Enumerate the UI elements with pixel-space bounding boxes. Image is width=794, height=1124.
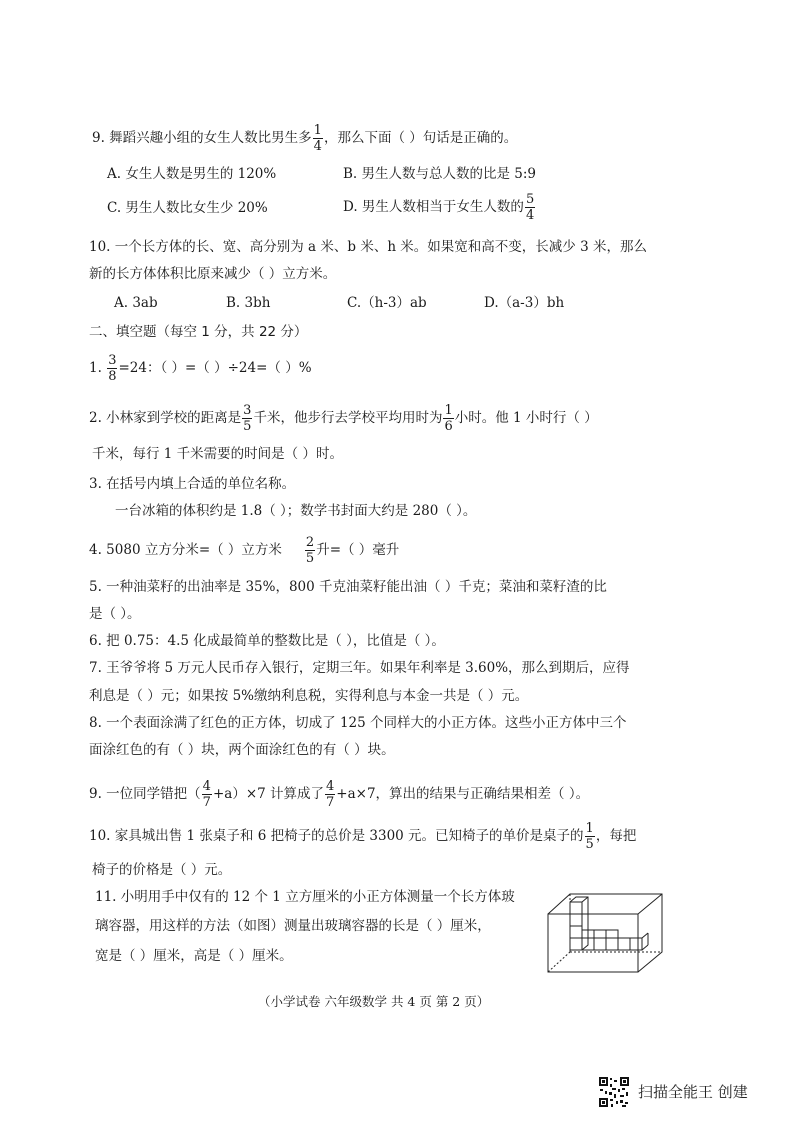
frac-den: 7	[326, 795, 335, 810]
fill-9-fraction-1	[202, 780, 212, 809]
fill-10-text-a: 10. 家具城出售 1 张桌子和 6 把椅子的总价是 3300 元。已知椅子的单价是桌子的	[89, 828, 584, 844]
section-2-heading: 二、填空题（每空 1 分，共 22 分）	[89, 324, 308, 340]
fill-2-line2: 千米，每行 1 千米需要的时间是（ ）时。	[92, 446, 343, 462]
frac-den: 5	[585, 837, 594, 852]
fill-8-line2: 面涂红色的有（ ）块，两个面涂红色的有（ ）块。	[89, 742, 395, 758]
fill-5-line1: 5. 一种油菜籽的出油率是 35%，800 千克油菜籽能出油（ ）千克；菜油和菜籽渣的比	[89, 579, 607, 595]
fill-7-line1: 7. 王爷爷将 5 万元人民币存入银行，定期三年。如果年利率是 3.60%，那么到期后，应得	[89, 660, 630, 676]
fill-4	[89, 536, 399, 565]
frac-num: 4	[202, 779, 211, 794]
qr-code-icon	[598, 1076, 630, 1108]
fill-1-fraction	[107, 354, 117, 383]
frac-den: 5	[305, 551, 315, 566]
q9-option-d-fraction	[525, 193, 535, 222]
fill-3-line1: 3. 在括号内填上合适的单位名称。	[89, 476, 296, 492]
fill-2-line1	[89, 404, 598, 433]
page-footer: （小学试卷 六年级数学 共 4 页 第 2 页）	[258, 994, 490, 1009]
frac-den: 5	[243, 419, 252, 434]
frac-num: 2	[305, 535, 315, 550]
fill-10-text-b: ，每把	[595, 828, 637, 844]
q9-fraction	[313, 124, 323, 153]
frac-num: 4	[326, 779, 335, 794]
cube-measurement-figure	[540, 888, 670, 974]
q10-option-a: A. 3ab	[114, 295, 158, 311]
fill-2-text-c: 小时。他 1 小时行（ ）	[454, 410, 598, 426]
q9-stem-text-2: ，那么下面（ ）句话是正确的。	[323, 130, 518, 146]
frac-den: 6	[444, 419, 453, 434]
frac-den: 7	[202, 795, 211, 810]
fill-1-num: 1.	[89, 360, 102, 376]
fill-2-text-b: 千米，他步行去学校平均用时为	[253, 410, 443, 426]
frac-den: 8	[108, 369, 117, 384]
fill-2-text-a: 2. 小林家到学校的距离是	[89, 410, 242, 426]
fill-9	[89, 780, 589, 809]
fill-7-line2: 利息是（ ）元；如果按 5%缴纳利息税，实得利息与本金一共是（ ）元。	[89, 688, 529, 704]
frac-num: 5	[525, 192, 535, 207]
frac-num: 1	[444, 403, 453, 418]
fill-3-line2: 一台冰箱的体积约是 1.8（ ）；数学书封面大约是 280（ ）。	[115, 503, 477, 519]
box-top-side	[548, 894, 662, 972]
fill-9-text-a: 9. 一位同学错把（	[89, 786, 201, 802]
q10-option-d: D.（a-3）bh	[484, 295, 565, 311]
fill-9-text-c: +a×7，算出的结果与正确结果相差（ ）。	[336, 786, 590, 802]
fill-5-line2: 是（ ）。	[89, 606, 141, 622]
fill-1-text: =24：（ ）=（ ）÷24=（ ）%	[118, 360, 312, 376]
fill-11-line3: 宽是（ ）厘米，高是（ ）厘米。	[95, 948, 293, 964]
fill-9-fraction-2	[325, 780, 335, 809]
fill-10-line1	[89, 822, 636, 851]
fill-9-text-b: +a）×7 计算成了	[212, 786, 325, 802]
frac-num: 3	[108, 353, 117, 368]
box-front	[548, 914, 638, 972]
q10-option-b: B. 3bh	[226, 295, 271, 311]
q10-line1: 10. 一个长方体的长、宽、高分别为 a 米、b 米、h 米。如果宽和高不变，长减少 3 米，那么	[89, 239, 647, 255]
fill-11-line2: 璃容器，用这样的方法（如图）测量出玻璃容器的长是（ ）厘米，	[95, 918, 491, 934]
fill-4-fraction	[305, 536, 315, 565]
frac-num: 3	[243, 403, 252, 418]
q9-option-c: C. 男生人数比女生少 20%	[107, 200, 268, 216]
q9-stem-text: 9. 舞蹈兴趣小组的女生人数比男生多	[92, 130, 312, 146]
q9-option-a: A. 女生人数是男生的 120%	[107, 166, 277, 182]
fill-11-line1: 11. 小明用手中仅有的 12 个 1 立方厘米的小正方体测量一个长方体玻	[95, 889, 515, 905]
fill-10-line2: 椅子的价格是（ ）元。	[92, 862, 232, 878]
fill-4-text-b: 升=（ ）毫升	[316, 542, 400, 558]
q10-option-c: C.（h-3）ab	[347, 295, 427, 311]
fill-1	[89, 354, 312, 383]
fill-6: 6. 把 0.75：4.5 化成最简单的整数比是（ ），比值是（ ）。	[89, 633, 445, 649]
q10-line2: 新的长方体体积比原来减少（ ）立方米。	[89, 266, 337, 282]
fill-10-fraction	[585, 822, 595, 851]
frac-den: 4	[525, 208, 535, 223]
fill-2-fraction-1	[242, 404, 252, 433]
fill-2-fraction-2	[443, 404, 453, 433]
frac-num: 1	[313, 123, 322, 138]
q9-option-d	[343, 193, 536, 222]
q9-option-b: B. 男生人数与总人数的比是 5:9	[343, 166, 537, 182]
q9-option-d-text: D. 男生人数相当于女生人数的	[343, 199, 524, 215]
frac-num: 1	[585, 821, 594, 836]
frac-den: 4	[313, 139, 322, 154]
scanner-watermark: 扫描全能王 创建	[638, 1083, 748, 1101]
fill-4-text-a: 4. 5080 立方分米=（ ）立方米	[89, 542, 282, 558]
q9-stem	[92, 124, 517, 153]
fill-8-line1: 8. 一个表面涂满了红色的正方体，切成了 125 个同样大的小正方体。这些小正方体中三个	[89, 715, 627, 731]
